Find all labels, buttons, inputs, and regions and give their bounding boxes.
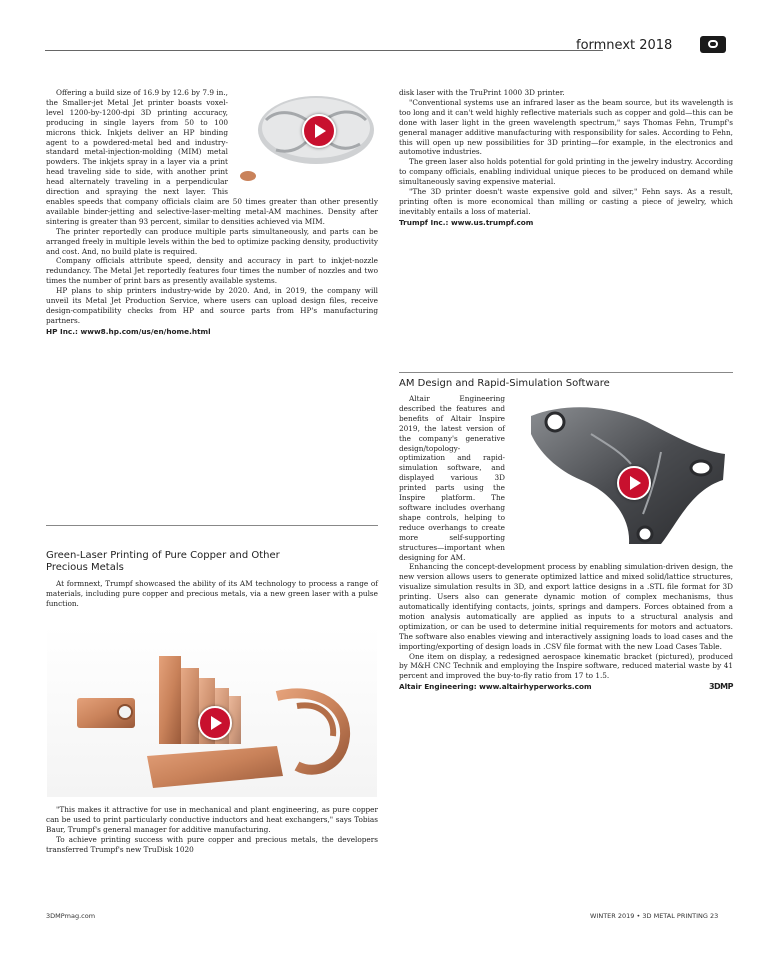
copper-intro <box>46 579 378 609</box>
copper-article-left <box>46 805 378 855</box>
header-label: formnext 2018 <box>576 38 673 53</box>
impeller-image[interactable] <box>236 88 378 184</box>
copper-right-paragraph-3: The green laser also holds potential for gold printing in the jewelry industry. According to company officials, enabling individual unique pieces to be produced on demand while simultaneously saving expensive material. <box>399 157 733 187</box>
copper-heading: Green-Laser Printing of Pure Copper and Other Precious Metals <box>46 550 280 573</box>
hp-article <box>46 88 378 337</box>
altair-article-top <box>399 394 733 692</box>
copper-right-paragraph-1: disk laser with the TruPrint 1000 3D printer. <box>399 88 565 97</box>
footer-website[interactable]: 3DMPmag.com <box>46 912 96 920</box>
play-icon[interactable] <box>198 706 232 740</box>
copper-intro-text: At formnext, Trumpf showcased the ability of its AM technology to process a range of materials, including pure copper and precious metals, via a new green laser with a pulse function. <box>46 579 378 608</box>
altair-signature-link[interactable]: Altair Engineering: www.altairhyperworks.com <box>399 682 592 692</box>
footer-issue-page: WINTER 2019 • 3D METAL PRINTING 23 <box>590 912 719 920</box>
copper-right-paragraph-4: "The 3D printer doesn't waste expensive gold and silver," Fehn says. As a result, printing often is more economical than milling or casting a piece of jewelry, which inevitably entails a loss of material. <box>399 187 733 216</box>
right-section-divider <box>399 372 733 373</box>
end-mark-logo: 3DMP <box>708 682 733 692</box>
play-icon[interactable] <box>617 466 651 500</box>
left-section-divider <box>46 525 378 526</box>
altair-signature <box>399 682 733 692</box>
trumpf-signature-link[interactable]: Trumpf Inc.: www.us.trumpf.com <box>399 217 534 227</box>
copper-article-right <box>399 88 733 228</box>
altair-paragraph-1: Altair Engineering described the features and benefits of Altair Inspire 2019, the latest version of the company's generative design/topology-optimization and rapid-simulation software, and displayed various 3D printed parts using the Inspire platform. The software includes overhang shape controls, helping to reduce overhangs to create more self-supporting structures—important when designing for AM. <box>399 394 505 562</box>
altair-paragraph-3: One item on display, a redesigned aerospace kinematic bracket (pictured), produced by M&H CNC Technik and employing the Inspire software, reduced material waste by 41 percent and improved the buy-to-fly ratio from 17 to 1.5. <box>399 651 733 681</box>
copper-right-paragraph-2: "Conventional systems use an infrared laser as the beam source, but its wavelength is too long and it can't weld highly reflective materials such as copper and gold—this can be done with laser light in the green wavelength spectrum," says Thomas Fehn, Trumpf's general manager additive manufacturing with responsibility for sales. According to Fehn, this will open up new possibilities for 3D printing—for example, in the electronics and automotive industries. <box>399 97 733 157</box>
altair-heading: AM Design and Rapid-Simulation Software <box>399 378 610 389</box>
page-header <box>0 36 778 76</box>
hp-paragraph-3: Company officials attribute speed, density and accuracy in part to inkjet-nozzle redundancy. The Metal Jet reportedly features four times the number of nozzles and two times the number of print bars as presently available systems. <box>46 256 378 286</box>
hp-signature-link[interactable]: HP Inc.: www8.hp.com/us/en/home.html <box>46 326 211 336</box>
copper-left-paragraph-1: "This makes it attractive for use in mechanical and plant engineering, as pure copper can be used to print particularly conductive inductors and heat exchangers," says Tobias Baur, Trumpf's general manager for additive manufacturing. <box>46 805 378 834</box>
header-rule <box>45 50 603 51</box>
copper-parts-image[interactable] <box>47 626 377 797</box>
copper-left-paragraph-2: To achieve printing success with pure copper and precious metals, the developers transferred Trumpf's new TruDisk 1020 <box>46 834 378 854</box>
bracket-image[interactable] <box>511 394 737 554</box>
hp-paragraph-2: The printer reportedly can produce multiple parts simultaneously, and parts can be arranged freely in multiple levels within the bed to optimize packing density, productivity and cost. And, no build plate is required. <box>46 226 379 256</box>
hp-paragraph-1: Offering a build size of 16.9 by 12.6 by 7.9 in., the Smaller-jet Metal Jet printer boasts voxel-level 1200-by-1200-dpi 3D printing accuracy, producing in single layers from 50 to 100 microns thick. Inkjets deliver an HP binding agent to a powdered-metal bed and industry-standard metal-injection-molding (MIM) metal powders. The inkjets spray in a layer via a print head traveling side to side, with another print head alternately traveling in a perpendicular direction and spraying the next layer. This enables speeds that company officials claim are 50 times greater than other presently available binder-jetting and selective-laser-melting metal-AM machines. Density after sintering is greater than 93 percent, similar to densities achieved via MIM. <box>46 88 378 226</box>
formnext-logo-icon <box>700 36 726 53</box>
hp-paragraph-4: HP plans to ship printers industry-wide by 2020. And, in 2019, the company will unveil its Metal Jet Production Service, where users can upload design files, receive design-compatibility checks from HP and source parts from HP's manufacturing partners. <box>46 286 378 325</box>
play-icon[interactable] <box>302 114 336 148</box>
altair-paragraph-2: Enhancing the concept-development process by enabling simulation-driven design, the new version allows users to generate optimized lattice and mixed solid/lattice structures, visualize simulation results in 3D, and export lattice designs in a .STL file format for 3D printing. Users also can generate dynamic motion of complex mechanisms, thus automatically identifying contacts, joints, springs and dampers. Forces obtained from a motion analysis automatically are applied as inputs to a structural analysis and optimization, or can be used to determine initial requirements for motors and actuators. The software also enables viewing and interactively assigning loads to load cases and the importing/exporting of design loads in .CSV file format with the new Load Cases Table. <box>399 562 733 651</box>
